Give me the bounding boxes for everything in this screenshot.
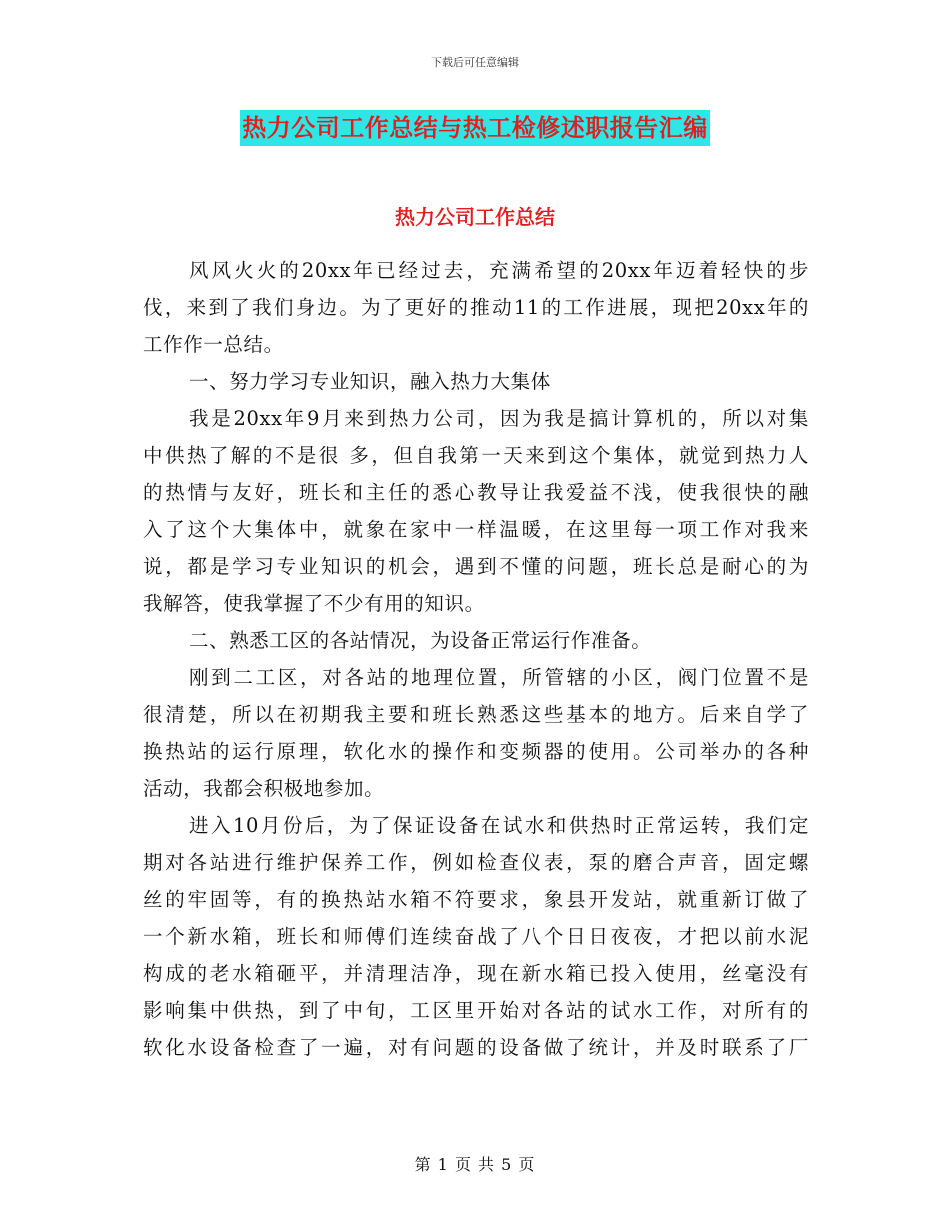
section-title: 热力公司工作总结	[395, 205, 555, 229]
paragraph-line: 我解答，使我掌握了不少有用的知识。	[143, 592, 485, 615]
main-title: 热力公司工作总结与热工检修述职报告汇编	[240, 110, 710, 146]
paragraph-line: 软化水设备检查了一遍，对有问题的设备做了统计，并及时联系了厂	[143, 1036, 809, 1059]
paragraph-line: 说，都是学习专业知识的机会，遇到不懂的问题，班长总是耐心的为	[143, 555, 809, 578]
paragraph-line: 我是20xx年9月来到热力公司，因为我是搞计算机的，所以对集	[189, 407, 809, 430]
paragraph-line: 很清楚，所以在初期我主要和班长熟悉这些基本的地方。后来自学了	[143, 703, 809, 726]
main-title-wrap	[0, 110, 950, 146]
paragraph-line: 活动，我都会积极地参加。	[143, 777, 385, 800]
paragraph-line: 刚到二工区，对各站的地理位置，所管辖的小区，阀门位置不是	[189, 666, 809, 689]
paragraph-line: 换热站的运行原理，软化水的操作和变频器的使用。公司举办的各种	[143, 740, 809, 763]
heading-line: 一、努力学习专业知识，融入热力大集体	[189, 370, 551, 393]
paragraph-line: 入了这个大集体中，就象在家中一样温暖，在这里每一项工作对我来	[143, 518, 809, 541]
paragraph-line: 期对各站进行维护保养工作，例如检查仪表，泵的磨合声音，固定螺	[143, 851, 809, 874]
paragraph-line: 丝的牢固等，有的换热站水箱不符要求，象县开发站，就重新订做了	[143, 888, 809, 911]
paragraph-line: 构成的老水箱砸平，并清理洁净，现在新水箱已投入使用，丝毫没有	[143, 962, 809, 985]
paragraph-line: 工作作一总结。	[143, 333, 284, 356]
paragraph-line: 伐，来到了我们身边。为了更好的推动11的工作进展，现把20xx年的	[143, 296, 809, 319]
paragraph-line: 风风火火的20xx年已经过去，充满希望的20xx年迈着轻快的步	[189, 259, 809, 282]
body-text	[143, 215, 809, 1066]
page-footer: 第 1 页 共 5 页	[414, 1155, 536, 1174]
paragraph-line: 进入10月份后，为了保证设备在试水和供热时正常运转，我们定	[189, 814, 809, 837]
heading-line: 二、熟悉工区的各站情况，为设备正常运行作准备。	[189, 629, 652, 652]
paragraph-line: 一个新水箱，班长和师傅们连续奋战了八个日日夜夜，才把以前水泥	[143, 925, 809, 948]
paragraph-line: 影响集中供热，到了中旬，工区里开始对各站的试水工作，对所有的	[143, 999, 809, 1022]
paragraph-line: 中供热了解的不是很 多，但自我第一天来到这个集体，就觉到热力人	[143, 444, 809, 467]
header-note: 下载后可任意编辑	[431, 56, 519, 69]
paragraph-line: 的热情与友好，班长和主任的悉心教导让我爱益不浅，使我很快的融	[143, 481, 809, 504]
